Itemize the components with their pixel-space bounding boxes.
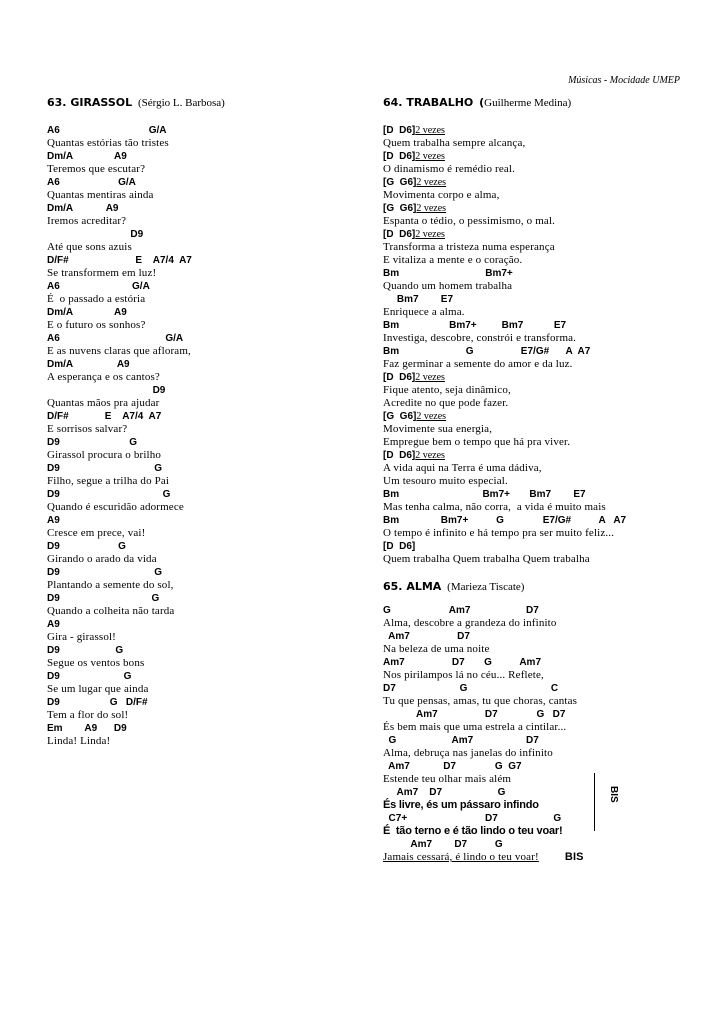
chord-line [47,254,352,267]
lyric-line [383,527,683,540]
chord-line-text: [D D6] [383,151,416,162]
chord-line [383,449,683,462]
lyric-line-text: Plantando a semente do sol, [47,579,174,591]
lyric-line [383,462,683,475]
song-number-title: 64. TRABALHO [383,96,474,109]
song-girassol [47,95,352,748]
lyric-line [383,254,683,267]
chord-line [383,682,683,695]
song-author: Guilherme Medina) [484,97,572,109]
chord-line-text: [G G6] [383,177,417,188]
lyric-line-text: Alma, debruça nas janelas do infinito [383,747,553,759]
bis-bracket [594,773,595,831]
chord-line [383,267,683,280]
lyric-line [47,371,352,384]
lyric-line-text: Quem trabalha Quem trabalha Quem trabalha [383,553,590,565]
chord-line [383,812,683,825]
chord-line [383,371,683,384]
chord-line-text: Am7 D7 [383,631,470,642]
chord-line [383,293,683,306]
chord-line-text: [G G6] [383,411,417,422]
song-number-title: 63. GIRASSOL [47,96,133,109]
lyric-line [47,215,352,228]
chord-line-text: Am7 D7 G G7 [383,761,522,772]
lyric-line [383,306,683,319]
lyric-line [383,773,683,786]
chord-line [383,734,683,747]
lyric-line [47,423,352,436]
lyric-line-text: Nos pirilampos lá no céu... Reflete, [383,669,544,681]
lyric-line-text: O tempo é infinito e há tempo pra ser muito feliz... [383,527,615,539]
chord-line-text: D9 [47,229,144,240]
chord-line [383,176,683,189]
lyric-line [383,189,683,202]
lyric-line-bold [383,799,683,812]
lyric-line-text: Fique atento, seja dinâmico, [383,384,511,396]
chord-line [47,358,352,371]
song-lines [383,124,683,566]
lyric-line [383,721,683,734]
lyric-line-text: Se transformem em luz! [47,267,157,279]
lyric-line-text: Quem trabalha sempre alcança, [383,137,526,149]
chord-line-text: A9 [47,619,60,630]
lyric-line-text: Investiga, descobre, constrói e transforma. [383,332,577,344]
chord-line [47,670,352,683]
lyric-line [383,695,683,708]
chord-line-text: Am7 D7 G [383,839,503,850]
lyric-line-text: Alma, descobre a grandeza do infinito [383,617,557,629]
chord-line-text: Am7 D7 G [383,787,506,798]
chord-line-text: D9 G D/F# [47,697,148,708]
song-number-title: 65. ALMA [383,580,442,593]
page-header: Músicas - Mocidade UMEP [568,75,680,86]
lyric-line [383,397,683,410]
lyric-line-text: Segue os ventos bons [47,657,145,669]
chord-line-text: Bm Bm7+ Bm7 E7 [383,320,567,331]
song-title [47,95,352,111]
lyric-line-bold [383,825,683,838]
chord-line-text: D9 [47,385,166,396]
chord-line-text: Dm/A A9 [47,359,130,370]
lyric-line-text: Se um lugar que ainda [47,683,149,695]
chord-line-text: Bm Bm7+ G E7/G# A A7 [383,515,627,526]
chord-line [383,540,683,553]
chord-line-text: A6 G/A [47,177,136,188]
repeat-note: 2 vezes [416,203,447,214]
chord-line-text: [G G6] [383,203,417,214]
lyric-line-text: Faz germinar a semente do amor e da luz. [383,358,573,370]
lyric-line [383,747,683,760]
lyric-line [383,475,683,488]
lyric-line-text: Iremos acreditar? [47,215,127,227]
chord-line [383,202,683,215]
lyric-line-text: E as nuvens claras que afloram, [47,345,191,357]
chord-line [47,176,352,189]
lyric-line [383,163,683,176]
chord-line-text: [D D6] [383,229,416,240]
lyric-line-underlined [383,851,683,864]
chord-line [47,228,352,241]
chord-line [383,760,683,773]
chord-line-text: D9 G [47,567,163,578]
chord-line [47,592,352,605]
lyric-line-text: O dinamismo é remédio real. [383,163,516,175]
lyric-line [47,293,352,306]
chord-line [383,786,683,799]
chord-line-text: [D D6] [383,372,416,383]
lyric-line [47,683,352,696]
song-paren: ( [479,96,485,109]
lyric-line-text: Estende teu olhar mais além [383,773,512,785]
chord-line [47,514,352,527]
lyric-line [383,643,683,656]
chord-line [47,644,352,657]
lyric-line-text: Enriquece a alma. [383,306,465,318]
chord-line-text: Bm G E7/G# A A7 [383,346,591,357]
lyric-line [383,215,683,228]
chord-line [47,150,352,163]
lyric-line [383,358,683,371]
lyric-line-text: Gira - girassol! [47,631,116,643]
chord-line [47,696,352,709]
chord-line [47,618,352,631]
chord-line-text: C7+ D7 G [383,813,562,824]
lyric-line-text: Quando um homem trabalha [383,280,513,292]
chord-line [47,566,352,579]
repeat-note: 2 vezes [415,372,445,383]
chord-line [383,410,683,423]
lyric-line-text: Empregue bem o tempo que há pra viver. [383,436,571,448]
chord-line-text: [D D6] [383,125,416,136]
lyric-line [47,553,352,566]
chord-line-text: D7 G C [383,683,559,694]
chord-line [47,462,352,475]
lyric-line-text: É o passado a estória [47,293,146,305]
lyric-line [47,501,352,514]
chord-line-text: D9 G [47,671,132,682]
lyric-line-text: És bem mais que uma estrela a cintilar... [383,721,567,733]
lyric-line [383,241,683,254]
lyric-line [47,527,352,540]
lyric-line-text: Quando é escuridão adormece [47,501,184,513]
lyric-line-text: Movimenta corpo e alma, [383,189,500,201]
chord-line [47,332,352,345]
lyric-line-text: Movimente sua energia, [383,423,493,435]
chord-line [383,488,683,501]
chord-line-text: Am7 D7 G D7 [383,709,566,720]
chord-line [47,306,352,319]
lyric-line [47,163,352,176]
song-lines [47,124,352,748]
chord-line-text: Dm/A A9 [47,307,127,318]
lyric-line [383,436,683,449]
lyric-line [47,267,352,280]
chord-line [47,722,352,735]
chord-line-text: Bm Bm7+ Bm7 E7 [383,489,586,500]
chord-line-text: D9 G [47,437,138,448]
song-author: (Marieza Tiscate) [447,581,525,593]
lyric-line-text: A esperança e os cantos? [47,371,160,383]
lyric-line-bold-text: És livre, és um pássaro infindo [383,799,539,811]
lyric-line-text: Até que sons azuis [47,241,132,253]
chord-line-text: A9 [47,515,60,526]
right-column [383,95,683,864]
chord-line-text: [D D6] [383,450,416,461]
lyric-line-text: Quantas mentiras ainda [47,189,154,201]
song-title [383,95,683,111]
chord-line-text: Dm/A A9 [47,151,127,162]
lyric-line [47,189,352,202]
chord-line-text: D9 G [47,463,163,474]
chord-line [383,514,683,527]
chord-line [383,319,683,332]
lyric-line [47,579,352,592]
lyric-line-text: Quantas mãos pra ajudar [47,397,160,409]
chord-line [47,436,352,449]
lyric-line-text: Um tesouro muito especial. [383,475,508,487]
lyric-line-bold-text: É tão terno e é tão lindo o teu voar! [383,825,563,837]
chord-line-text: D/F# E A7/4 A7 [47,255,192,266]
chord-line [47,124,352,137]
lyric-line [383,501,683,514]
chord-line-text: Am7 D7 G Am7 [383,657,542,668]
lyric-line-text: Quantas estórias tão tristes [47,137,169,149]
lyric-line-text: Espanta o tédio, o pessimismo, o mal. [383,215,556,227]
repeat-note: 2 vezes [416,411,447,422]
chord-line [383,838,683,851]
chord-line [383,150,683,163]
lyric-line-text: Transforma a tristeza numa esperança [383,241,555,253]
lyric-line-text: Acredite no que pode fazer. [383,397,509,409]
chord-line [47,202,352,215]
chord-line [47,488,352,501]
chord-line [47,540,352,553]
lyric-line [47,709,352,722]
repeat-note: 2 vezes [415,229,445,240]
lyric-line-text: Na beleza de uma noite [383,643,490,655]
song-title [383,579,683,595]
chord-line-text: A6 G/A [47,125,167,136]
chord-line [383,124,683,137]
repeat-note: 2 vezes [416,177,447,188]
lyric-line-text: Cresce em prece, vai! [47,527,146,539]
chord-line [383,604,683,617]
chord-line-text: Em A9 D9 [47,723,127,734]
chord-line-text: Bm Bm7+ [383,268,513,279]
song-author: (Sérgio L. Barbosa) [137,97,225,109]
chord-line [383,630,683,643]
chord-line-text: G Am7 D7 [383,605,539,616]
chord-line-text: D9 G [47,645,124,656]
lyric-line [47,397,352,410]
lyric-line [383,553,683,566]
lyric-line [383,669,683,682]
lyric-line-text: E vitaliza a mente e o coração. [383,254,523,266]
lyric-line-text: E o futuro os sonhos? [47,319,146,331]
chord-line-text: G Am7 D7 [383,735,539,746]
lyric-line [47,137,352,150]
chord-line-text: D9 G [47,593,160,604]
chord-line-text: Bm7 E7 [383,294,454,305]
lyric-line-text: A vida aqui na Terra é uma dádiva, [383,462,542,474]
repeat-note: 2 vezes [415,125,445,136]
lyric-line [47,319,352,332]
chord-line-text: D9 G [47,489,171,500]
chord-line [47,384,352,397]
lyric-line [47,241,352,254]
lyric-line [47,735,352,748]
bis-label: BIS [564,851,584,863]
lyric-line [383,617,683,630]
lyric-line [383,423,683,436]
lyric-line [47,449,352,462]
chord-line [383,228,683,241]
song-alma [383,579,683,864]
chord-line-text: A6 G/A [47,281,150,292]
chord-line [47,410,352,423]
chord-line [383,656,683,669]
bis-vertical-label: BIS [608,786,619,803]
lyric-line [47,631,352,644]
lyric-line-text: Girando o arado da vida [47,553,157,565]
lyric-line-text: Quando a colheita não tarda [47,605,175,617]
chord-line-text: [D D6] [383,541,416,552]
chord-line [383,708,683,721]
lyric-line-text: Girassol procura o brilho [47,449,162,461]
chord-line-text: D9 G [47,541,126,552]
lyric-line [383,384,683,397]
lyric-line-underlined-text: Jamais cessará, é lindo o teu voar! [383,851,539,863]
chord-line [383,345,683,358]
lyric-line [47,657,352,670]
lyric-line-text: Tu que pensas, amas, tu que choras, cantas [383,695,578,707]
chord-line-text: D/F# E A7/4 A7 [47,411,162,422]
lyric-line [47,475,352,488]
chord-line-text: Dm/A A9 [47,203,119,214]
chord-line-text: A6 G/A [47,333,184,344]
lyric-line-text: Mas tenha calma, não corra, a vida é muito mais [383,501,606,513]
chord-line [47,280,352,293]
lyric-line [383,332,683,345]
lyric-line-text: Linda! Linda! [47,735,111,747]
song-trabalho [383,95,683,566]
repeat-note: 2 vezes [415,151,445,162]
lyric-line [47,345,352,358]
repeat-note: 2 vezes [415,450,445,461]
lyric-line-text: Filho, segue a trilha do Pai [47,475,170,487]
lyric-line [47,605,352,618]
lyric-line [383,280,683,293]
lyric-line [383,137,683,150]
song-lines [383,604,683,864]
lyric-line-text: E sorrisos salvar? [47,423,128,435]
lyric-line-text: Teremos que escutar? [47,163,146,175]
lyric-line-text: Tem a flor do sol! [47,709,129,721]
